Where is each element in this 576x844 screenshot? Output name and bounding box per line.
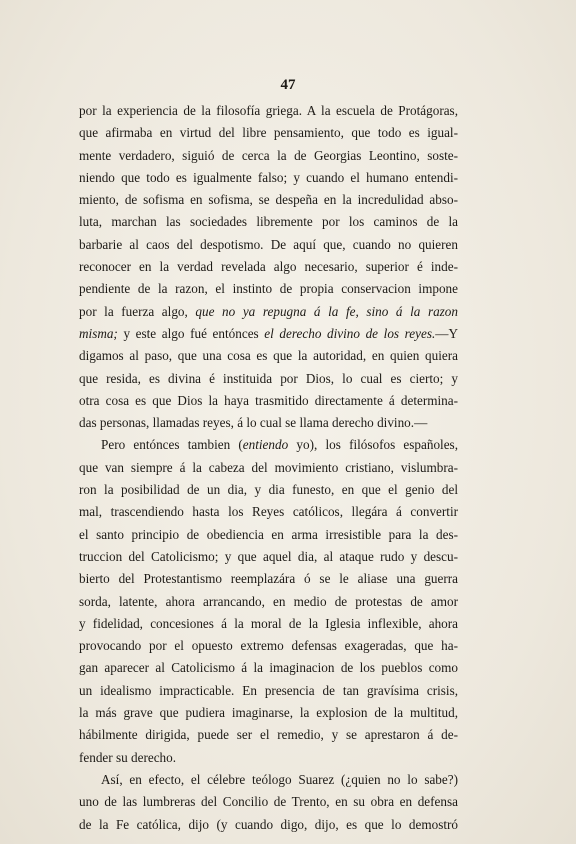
line-text: y fidelidad, concesiones á la moral de la Iglesia inflexible, ahora: [79, 615, 458, 631]
text-line: [79, 702, 458, 724]
line-text: miento, de sofisma en sofisma, se despeña en la incredulidad abso-: [79, 192, 458, 208]
text-line: [79, 524, 458, 546]
text-line: [79, 814, 458, 836]
text-line: [79, 635, 458, 657]
line-text: bierto del Protestantismo reemplazára ó se le aliase una guerra: [79, 571, 458, 587]
line-text: mal, trascendiendo hasta los Reyes católicos, llegára á convertir: [79, 504, 458, 520]
italic-text: que no ya repugna á la fe, sino á la razon: [195, 303, 458, 319]
line-text: das personas, llamadas reyes, á lo cual se llama derecho divino.—: [79, 415, 428, 431]
text-line: [79, 211, 458, 233]
line-text: hábilmente dirigida, puede ser el remedio, y se aprestaron á de-: [79, 727, 458, 743]
line-text: que van siempre á la cabeza del movimiento cristiano, vislumbra-: [79, 459, 458, 475]
italic-text: misma;: [79, 325, 118, 341]
text-line: [79, 680, 458, 702]
text-line: [79, 747, 458, 769]
italic-text: entiendo: [242, 437, 289, 453]
line-text: truccion del Catolicismo; y que aquel dia, al ataque rudo y descu-: [79, 548, 458, 564]
text-line: [79, 769, 458, 791]
line-text: pendiente de la razon, el instinto de propia conservacion impone: [79, 281, 458, 297]
text-line: [79, 345, 458, 367]
line-text: yo), los filósofos españoles,: [288, 437, 458, 453]
text-line: [79, 501, 458, 523]
text-line: [79, 613, 458, 635]
line-text: —Y: [435, 325, 458, 341]
text-line: [79, 100, 458, 122]
line-text: por la fuerza algo,: [79, 303, 196, 319]
line-text: provocando por el opuesto extremo defensas exageradas, que ha-: [79, 638, 458, 654]
line-text: mente verdadero, siguió de cerca la de Georgias Leontino, soste-: [79, 147, 458, 163]
text-line: [79, 657, 458, 679]
text-line: [79, 278, 458, 300]
text-line: [79, 591, 458, 613]
text-line: [79, 412, 458, 434]
italic-text: el derecho divino de los reyes.: [264, 325, 436, 341]
line-text: fender su derecho.: [79, 749, 177, 765]
line-text: sorda, latente, ahora arrancando, en medio de protestas de amor: [79, 593, 458, 609]
text-line: [79, 568, 458, 590]
text-line: [79, 434, 458, 456]
line-text: y este algo fué entónces: [117, 325, 265, 341]
text-line: [79, 368, 458, 390]
text-line: [79, 145, 458, 167]
line-text: un idealismo impracticable. En presencia de tan gravísima crisis,: [79, 682, 458, 698]
line-text: digamos al paso, que una cosa es que la autoridad, en quien quiera: [79, 348, 458, 364]
line-text: otra cosa es que Dios la haya trasmitido directamente á determina-: [79, 392, 458, 408]
page-number: 47: [280, 77, 296, 93]
line-text: ron la posibilidad de un dia, y dia funesto, en que el genio del: [79, 482, 458, 498]
line-text: de la Fe católica, dijo (y cuando digo, dijo, es que lo demostró: [79, 816, 458, 832]
text-line: [79, 390, 458, 412]
text-line: [79, 724, 458, 746]
text-line: [79, 479, 458, 501]
line-text: por la experiencia de la filosofía griega. A la escuela de Protágoras,: [79, 103, 458, 118]
line-text: el santo principio de obediencia en arma irresistible para la des-: [79, 526, 458, 542]
text-line: [79, 256, 458, 278]
text-line: [79, 457, 458, 479]
line-text: niendo que todo es igualmente falso; y cuando el humano entendi-: [79, 169, 458, 185]
line-text: que afirmaba en virtud del libre pensamiento, que todo es igual-: [79, 125, 458, 141]
text-line: [79, 189, 458, 211]
line-text: Así, en efecto, el célebre teólogo Suarez (¿quien no lo sabe?): [101, 771, 458, 787]
line-text: que resida, es divina é instituida por Dios, lo cual es cierto; y: [79, 370, 458, 386]
line-text: luta, marchan las sociedades libremente por los caminos de la: [79, 214, 458, 230]
line-text: uno de las lumbreras del Concilio de Trento, en su obra en defensa: [79, 794, 458, 810]
text-line: [79, 323, 458, 345]
line-text: reconocer en la verdad revelada algo necesario, superior é inde-: [79, 259, 458, 275]
body-text: [79, 100, 458, 836]
text-line: [79, 546, 458, 568]
text-line: [79, 167, 458, 189]
text-line: [79, 301, 458, 323]
text-line: [79, 122, 458, 144]
text-line: [79, 234, 458, 256]
line-text: gan aparecer al Catolicismo á la imaginacion de los pueblos como: [79, 660, 458, 676]
line-text: la más grave que pudiera imaginarse, la explosion de la multitud,: [79, 705, 458, 721]
line-text: barbarie al caos del despotismo. De aquí que, cuando no quieren: [79, 236, 458, 252]
text-line: [79, 791, 458, 813]
line-text: Pero entónces tambien (: [101, 437, 243, 453]
